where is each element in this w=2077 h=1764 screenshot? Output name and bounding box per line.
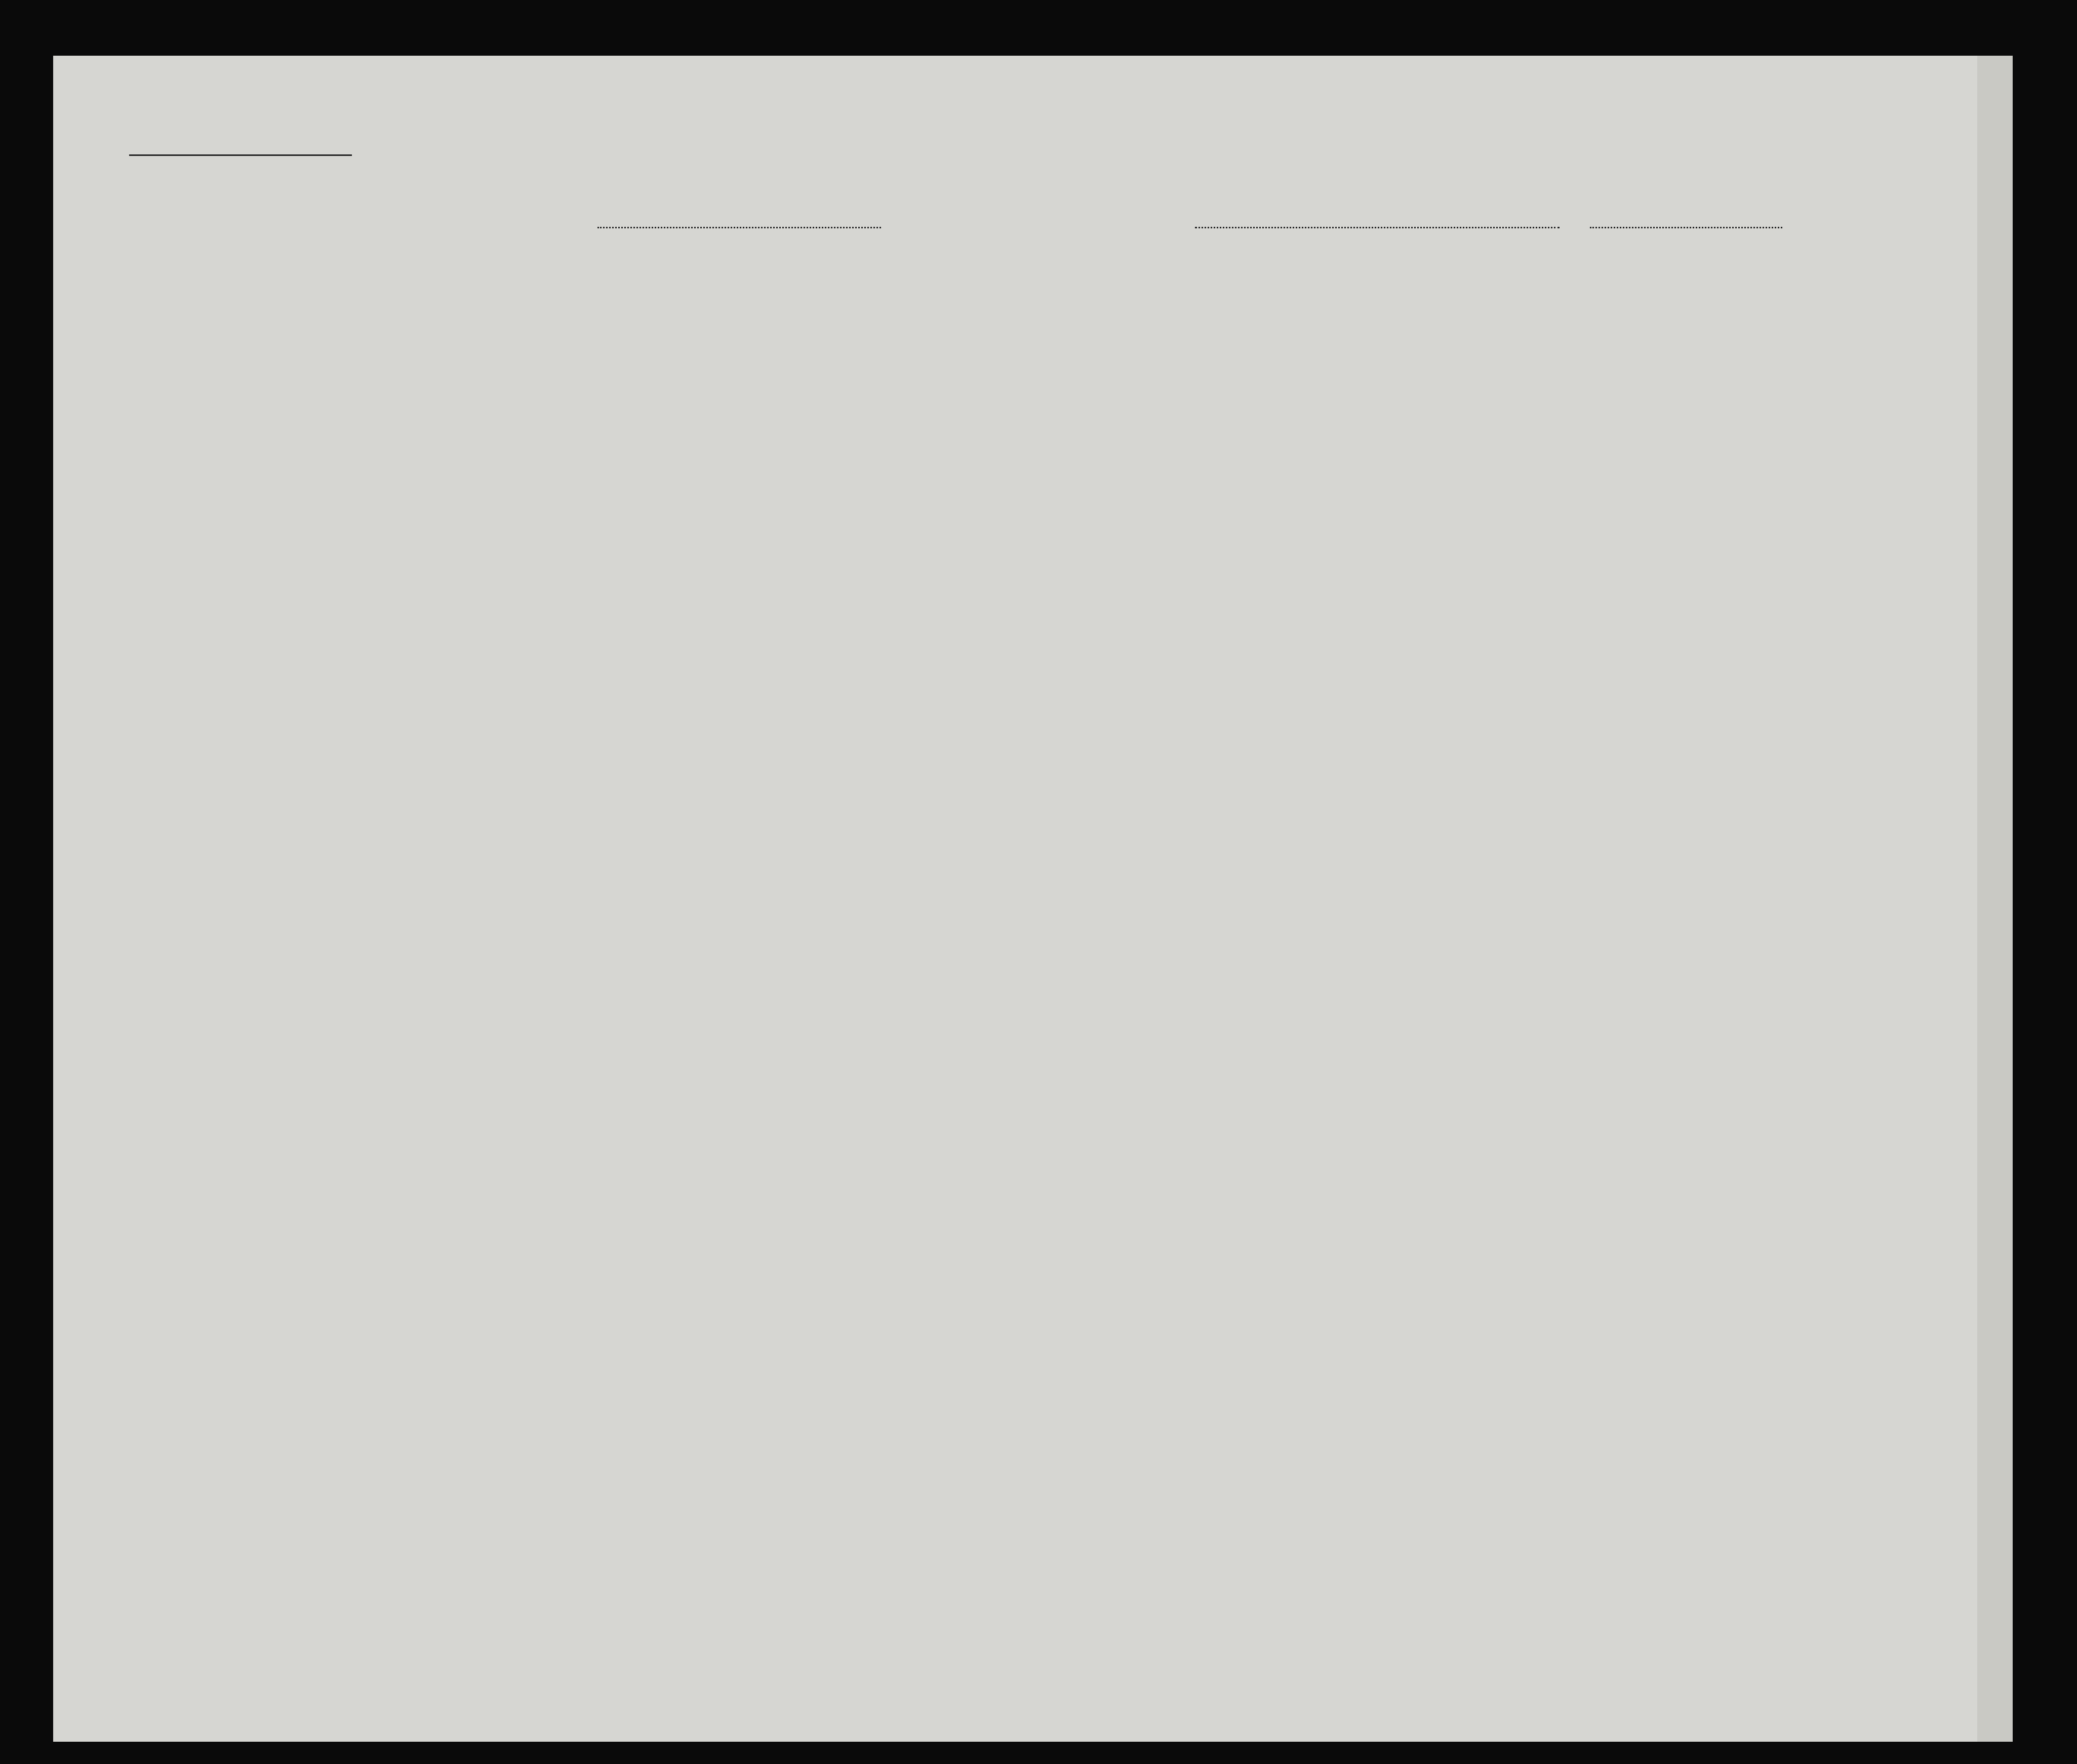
manifest-sheet: [53, 56, 1977, 1742]
perforated-edge: [1977, 56, 2013, 1742]
departure-port: [1195, 227, 1560, 228]
ship-name: [597, 227, 881, 228]
departure-date: [1590, 227, 1782, 228]
list-underline: [129, 154, 352, 156]
